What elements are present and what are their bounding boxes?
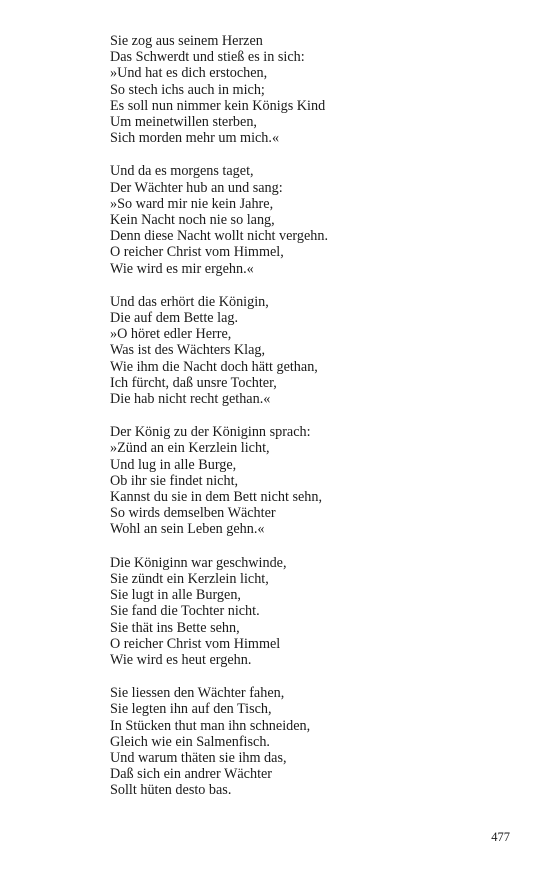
verse-line: Sie zog aus seinem Herzen bbox=[110, 33, 263, 49]
verse-line: Sie fand die Tochter nicht. bbox=[110, 603, 260, 620]
verse-line: Der Wächter hub an und sang: bbox=[110, 179, 283, 196]
verse-line: Die Königinn war geschwinde, bbox=[110, 554, 287, 571]
page-number: 477 bbox=[491, 830, 510, 844]
verse-line: Die auf dem Bette lag. bbox=[110, 310, 239, 327]
verse-line: Um meinetwillen sterben, bbox=[110, 114, 257, 131]
verse-line: Sie lugt in alle Burgen, bbox=[110, 587, 241, 604]
verse-line: Wohl an sein Leben gehn.« bbox=[110, 521, 265, 538]
verse-line: O reicher Christ vom Himmel bbox=[110, 635, 281, 652]
verse-line: Die hab nicht recht gethan.« bbox=[110, 391, 271, 408]
verse-line: »So ward mir nie kein Jahre, bbox=[110, 195, 274, 212]
verse-line: Sollt hüten desto bas. bbox=[110, 782, 232, 799]
verse-line: Ich fürcht, daß unsre Tochter, bbox=[110, 374, 277, 391]
verse-line: Daß sich ein andrer Wächter bbox=[110, 766, 273, 783]
verse-line: Und warum thäten sie ihm das, bbox=[110, 749, 287, 766]
verse-line: Wie ihm die Nacht doch hätt gethan, bbox=[110, 358, 318, 375]
verse-line: Der König zu der Königinn sprach: bbox=[110, 424, 311, 441]
verse-line: So wirds demselben Wächter bbox=[110, 505, 276, 522]
verse-line: Sie thät ins Bette sehn, bbox=[110, 619, 240, 636]
verse-line: »Zünd an ein Kerzlein licht, bbox=[110, 440, 270, 457]
stanza bbox=[110, 555, 510, 668]
verse-line: Sich morden mehr um mich.« bbox=[110, 130, 280, 147]
verse-line: Ob ihr sie findet nicht, bbox=[110, 472, 239, 489]
verse-line: Kannst du sie in dem Bett nicht sehn, bbox=[110, 489, 322, 506]
verse-line: Und das erhört die Königin, bbox=[110, 293, 269, 310]
verse-line: Gleich wie ein Salmenfisch. bbox=[110, 733, 270, 750]
verse-line: So stech ichs auch in mich; bbox=[110, 81, 265, 98]
verse-line: In Stücken thut man ihn schneiden, bbox=[110, 717, 311, 734]
verse-line: Kein Nacht noch nie so lang, bbox=[110, 212, 275, 229]
poem-body bbox=[110, 33, 510, 816]
verse-line: Sie liessen den Wächter fahen, bbox=[110, 685, 285, 702]
stanza bbox=[110, 424, 510, 537]
verse-line: Wie wird es heut ergehn. bbox=[110, 651, 252, 668]
verse-line: Und da es morgens taget, bbox=[110, 163, 254, 180]
verse-line: »O höret edler Herre, bbox=[110, 326, 232, 343]
stanza bbox=[110, 33, 510, 146]
verse-line: Denn diese Nacht wollt nicht vergehn. bbox=[110, 228, 329, 245]
verse-line: Sie zündt ein Kerzlein licht, bbox=[110, 570, 269, 587]
verse-line: Das Schwerdt und stieß es in sich: bbox=[110, 49, 305, 66]
verse-line: »Und hat es dich erstochen, bbox=[110, 65, 268, 82]
stanza bbox=[110, 163, 510, 276]
stanza bbox=[110, 294, 510, 407]
verse-line: Sie legten ihn auf den Tisch, bbox=[110, 701, 272, 718]
verse-line: Es soll nun nimmer kein Königs Kind bbox=[110, 97, 326, 114]
stanza bbox=[110, 685, 510, 798]
verse-line: O reicher Christ vom Himmel, bbox=[110, 244, 284, 261]
verse-line: Wie wird es mir ergehn.« bbox=[110, 260, 254, 277]
verse-line: Was ist des Wächters Klag, bbox=[110, 342, 266, 359]
verse-line: Und lug in alle Burge, bbox=[110, 456, 237, 473]
